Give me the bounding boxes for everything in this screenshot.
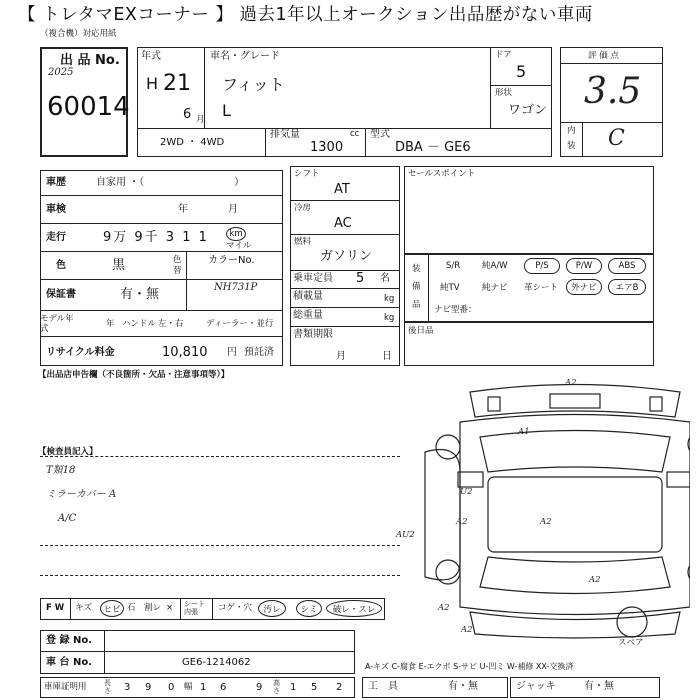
width-d1: 1 xyxy=(200,682,207,693)
damage-mark-2: A1 xyxy=(518,427,530,437)
fw-label: F W xyxy=(46,603,65,613)
damage-mark-4: A2 xyxy=(456,517,468,527)
name-label: 車名・グレード xyxy=(210,51,280,62)
jack-value: 有・無 xyxy=(584,681,614,692)
damage-mark-1: A2 xyxy=(565,378,577,388)
length-d3: 0 xyxy=(168,682,175,693)
car-damage-diagram xyxy=(400,372,690,642)
equip-tv: 純TV xyxy=(440,283,460,293)
lot-label: 出 品 No. xyxy=(60,53,120,68)
interior-score: C xyxy=(608,126,625,151)
damage-legend: A-キズ C-腐食 E-エクボ S-サビ U-凹ミ W-補修 XX-交換済 xyxy=(365,662,574,671)
fw-tear: 破レ・スレ xyxy=(326,600,382,617)
color-no-value: NH731P xyxy=(214,282,258,293)
car-name: フィット xyxy=(222,75,285,94)
damage-mark-6: AU2 xyxy=(396,530,415,540)
height-d3: 2 xyxy=(336,682,343,693)
sales-point-label: セールスポイント xyxy=(408,169,476,179)
color-label: 色 xyxy=(56,260,66,271)
width-d2: 6 xyxy=(220,682,227,693)
inspector-note-3: A/C xyxy=(58,513,77,524)
weight-unit: kg xyxy=(384,313,395,323)
length-label: 長さ xyxy=(104,679,111,695)
disp-value: 1300 xyxy=(310,140,344,155)
inspector-note-1: T類18 xyxy=(46,465,76,476)
fw-broken: 割レ xyxy=(144,603,162,613)
length-d2: 9 xyxy=(145,682,152,693)
navi-model-label: ナビ型番： xyxy=(434,305,477,315)
fw-x: × xyxy=(166,603,174,613)
month-unit: 月 xyxy=(196,115,205,125)
equip-aw: 純A/W xyxy=(482,261,508,271)
history-label: 車歴 xyxy=(46,177,66,188)
fuel-label: 燃料 xyxy=(294,237,312,247)
report-label: 【出品店申告欄（不良箇所・欠品・注意事項等）】 xyxy=(38,370,230,380)
equip-sr: S/R xyxy=(446,261,461,271)
equip-abs: ABS xyxy=(608,258,646,274)
fw-scratch: キズ xyxy=(75,603,92,613)
recycle-value: 10,810 xyxy=(162,345,208,360)
tools-value: 有・無 xyxy=(448,681,478,692)
reg-label: 登 録 No. xyxy=(46,635,93,646)
damage-mark-7: A2 xyxy=(589,575,601,585)
chassis-value: GE6-1214062 xyxy=(182,657,251,668)
tools-label: 工 具 xyxy=(368,681,398,692)
model-value: DBA － GE6 xyxy=(395,140,471,155)
sales-point-box xyxy=(404,166,654,254)
fuel-value: ガソリン xyxy=(320,249,373,264)
model-year-unit: 年 xyxy=(106,319,115,329)
color-value: 黒 xyxy=(112,258,126,273)
load-label: 積載量 xyxy=(293,291,323,302)
weight-label: 総重量 xyxy=(293,310,323,321)
damage-mark-5: A2 xyxy=(540,517,552,527)
inspector-label: 【検査員記入】 xyxy=(38,447,98,457)
model-year-label: モデル年式 xyxy=(40,314,74,334)
height-d2: 5 xyxy=(311,682,318,693)
spare-label: スペア xyxy=(618,638,644,648)
model-label: 型式 xyxy=(370,129,390,140)
jack-label: ジャッキ xyxy=(516,681,556,692)
warranty-label: 保証書 xyxy=(46,289,76,300)
docs-label: 書類期限 xyxy=(293,329,333,340)
equipment-side-label: 装備品 xyxy=(412,264,421,310)
after-date-label: 後日品 xyxy=(408,326,434,336)
damage-mark-8: A2 xyxy=(438,603,450,613)
fw-dirt: 汚レ xyxy=(258,600,286,617)
docs-day: 日 xyxy=(382,351,392,362)
door-label: ドア xyxy=(495,50,512,60)
damage-mark-3: U2 xyxy=(460,487,473,497)
color-no-label: カラーNo. xyxy=(208,255,255,266)
equip-navi: 純ナビ xyxy=(482,283,508,293)
fw-crack: ヒビ xyxy=(100,600,124,617)
shift-label: シフト xyxy=(294,169,320,179)
fw-seat-label: シート 内張 xyxy=(184,600,205,616)
equip-ext-navi: 外ナビ xyxy=(566,279,602,295)
door-value: 5 xyxy=(516,62,527,81)
height-label: 高さ xyxy=(273,679,280,695)
warranty-value: 有・無 xyxy=(120,287,160,302)
page-title: 【 トレタマEXコーナー 】 過去1年以上オークション出品歴がない車両 xyxy=(18,5,593,25)
disp-unit: cc xyxy=(350,129,360,139)
capacity-value: 5 xyxy=(356,271,365,286)
after-date-box xyxy=(404,322,654,366)
form-subtitle: （複合機）対応用紙 xyxy=(40,29,117,39)
capacity-label: 乗車定員 xyxy=(293,273,333,284)
docs-month: 月 xyxy=(336,351,346,362)
equip-airbag: エアB xyxy=(608,279,646,295)
month-value: 6 xyxy=(183,107,192,122)
length-d1: 3 xyxy=(124,682,131,693)
interior-label-2: 装 xyxy=(567,141,576,151)
equip-ps: P/S xyxy=(524,258,560,274)
dimensions-box xyxy=(40,677,355,698)
width-label: 幅 xyxy=(184,682,193,692)
score-label: 評 価 点 xyxy=(588,51,619,61)
inspection-label: 車検 xyxy=(46,204,66,215)
recycle-label: リサイクル料金 xyxy=(46,347,115,358)
shape-value: ワゴン xyxy=(508,103,548,118)
inspection-value: 年 月 xyxy=(178,204,238,215)
color-change-label: 色替 xyxy=(173,255,182,276)
inspector-note-2: ミラーカバー A xyxy=(46,489,117,500)
drive-value: 2WD ・ 4WD xyxy=(160,137,225,148)
height-d1: 1 xyxy=(290,682,297,693)
chassis-label: 車 台 No. xyxy=(46,657,93,668)
handle-value: 左・右 xyxy=(158,319,184,329)
fw-stone: 石 xyxy=(127,603,136,613)
lot-year-tag: 2025 xyxy=(48,67,74,78)
lot-number: 60014 xyxy=(47,92,130,122)
recycle-note: 預託済 xyxy=(244,347,274,358)
car-grade: L xyxy=(222,101,231,120)
ac-label: 冷房 xyxy=(294,203,312,213)
mileage-value: 9万 9千 3 1 1 xyxy=(103,230,209,245)
fw-burn: コゲ・穴 xyxy=(218,603,253,613)
mileage-mile-label: マイル xyxy=(226,241,252,251)
load-unit: kg xyxy=(384,294,395,304)
equip-pw: P/W xyxy=(566,258,602,274)
capacity-unit: 名 xyxy=(380,273,390,284)
handle-label: ハンドル xyxy=(122,319,157,329)
width-d3: 9 xyxy=(256,682,263,693)
fw-stain: シミ xyxy=(296,600,322,617)
history-value: 自家用 ・（ ） xyxy=(96,177,245,188)
disp-label: 排気量 xyxy=(270,129,300,140)
interior-label-1: 内 xyxy=(567,126,576,136)
dimensions-label: 車庫証明用 xyxy=(44,682,87,692)
dealer-label: ディーラー・並行 xyxy=(206,319,274,329)
mileage-km-circle: km xyxy=(226,227,246,241)
year-value: 21 xyxy=(163,71,191,96)
equip-leather: 革シート xyxy=(524,283,559,293)
shift-value: AT xyxy=(334,182,350,197)
ac-value: AC xyxy=(334,216,352,231)
recycle-unit: 円 xyxy=(227,347,237,358)
era: H xyxy=(146,74,159,93)
score-value: 3.5 xyxy=(584,71,642,112)
damage-mark-9: A2 xyxy=(461,625,473,635)
mileage-label: 走行 xyxy=(46,232,66,243)
shape-label: 形状 xyxy=(495,88,513,98)
year-label: 年式 xyxy=(141,51,161,62)
